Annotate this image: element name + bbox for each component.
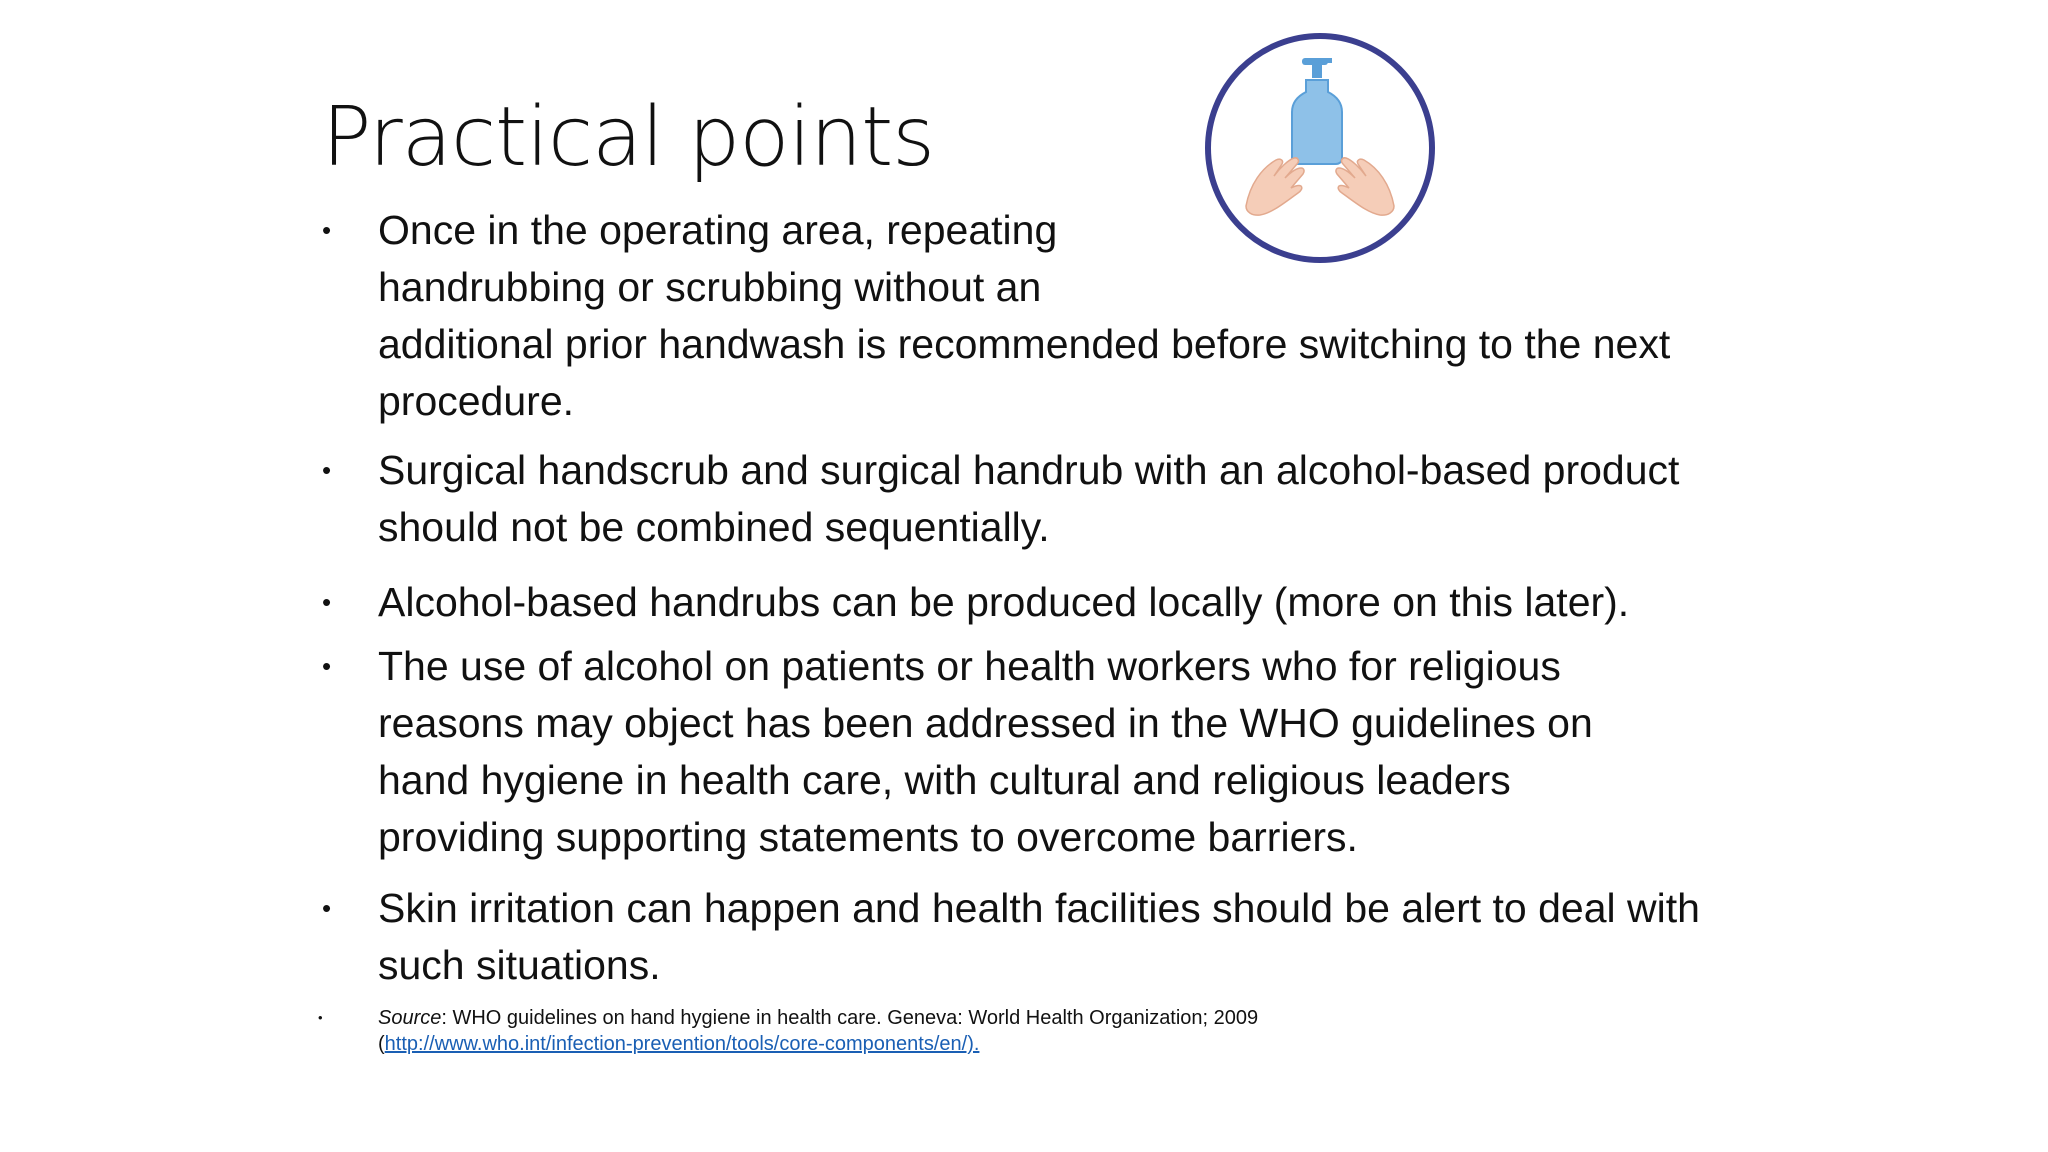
bullet-item [322,442,1758,556]
bullet-dot: • [322,215,332,245]
bullet-dot: • [322,651,332,681]
bullet-item [322,638,1678,866]
source-citation [318,1005,1518,1057]
slide-title: Practical points [322,90,935,185]
bullet-text-part-2: additional prior handwash is recommended before switching to the next procedure. [378,321,1671,424]
bullet-text: Skin irritation can happen and health facilities should be alert to deal with such situations. [378,885,1700,988]
bullet-dot: • [318,1010,323,1025]
source-label: Source [378,1007,442,1029]
bullet-text: The use of alcohol on patients or health workers who for religious reasons may object has been addressed in the WHO guidelines on hand hygiene in health care, with cultural and religious leaders providing supporting statements to overcome barriers. [378,643,1593,860]
bullet-dot: • [322,455,332,485]
bullet-dot: • [322,893,332,923]
bullet-item [322,574,1758,631]
bullet-text-part-1: Once in the operating area, repeating handrubbing or scrubbing without an [378,207,1058,310]
bullet-item [322,880,1758,994]
bullet-text: Alcohol-based handrubs can be produced locally (more on this later). [378,579,1630,625]
bullet-item [322,202,1758,430]
source-link[interactable]: http://www.who.int/infection-prevention/tools/core-components/en/). [384,1033,980,1055]
bullet-dot: • [322,587,332,617]
source-text: : WHO guidelines on hand hygiene in health care. Geneva: World Health Organization; 2009 ( [378,1007,1259,1055]
bullet-text: Surgical handscrub and surgical handrub with an alcohol-based product should not be combined sequentially. [378,447,1680,550]
